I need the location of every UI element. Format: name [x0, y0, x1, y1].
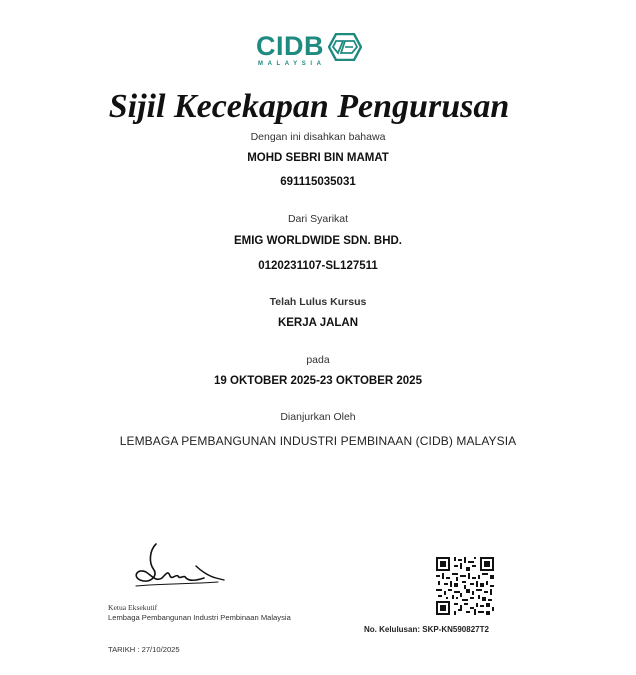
company-name: EMIG WORLDWIDE SDN. BHD. — [233, 235, 403, 247]
cidb-logo — [256, 30, 366, 70]
course-label: Telah Lulus Kursus — [269, 296, 367, 308]
recipient-id-number: 691115035031 — [280, 176, 356, 188]
recipient-name: MOHD SEBRI BIN MAMAT — [247, 152, 389, 164]
course-date-range: 19 OKTOBER 2025-23 OKTOBER 2025 — [214, 375, 422, 387]
organizer-name: LEMBAGA PEMBANGUNAN INDUSTRI PEMBINAAN (CIDB) MALAYSIA — [119, 434, 517, 448]
qr-code-icon — [436, 557, 494, 615]
certificate-title: Sijil Kecekapan Pengurusan — [108, 88, 510, 125]
logo-text: CIDB — [256, 31, 324, 61]
date-label: pada — [306, 354, 330, 366]
company-label: Dari Syarikat — [287, 213, 349, 225]
organizer-label: Dianjurkan Oleh — [280, 411, 356, 423]
course-name: KERJA JALAN — [277, 317, 359, 329]
signature — [128, 540, 228, 602]
signatory-organization: Lembaga Pembangunan Industri Pembinaan Malaysia — [108, 613, 291, 622]
cidb-hexagon-mark-icon — [328, 33, 362, 61]
certificate-number: No. Kelulusan: SKP-KN590827T2 — [364, 625, 489, 634]
intro-text: Dengan ini disahkan bahawa — [250, 131, 386, 143]
logo-subtext: MALAYSIA — [258, 61, 326, 67]
signatory-title: Ketua Eksekutif — [108, 603, 158, 612]
issue-date: TARIKH : 27/10/2025 — [108, 645, 180, 654]
company-registration: 0120231107-SL127511 — [258, 260, 378, 272]
